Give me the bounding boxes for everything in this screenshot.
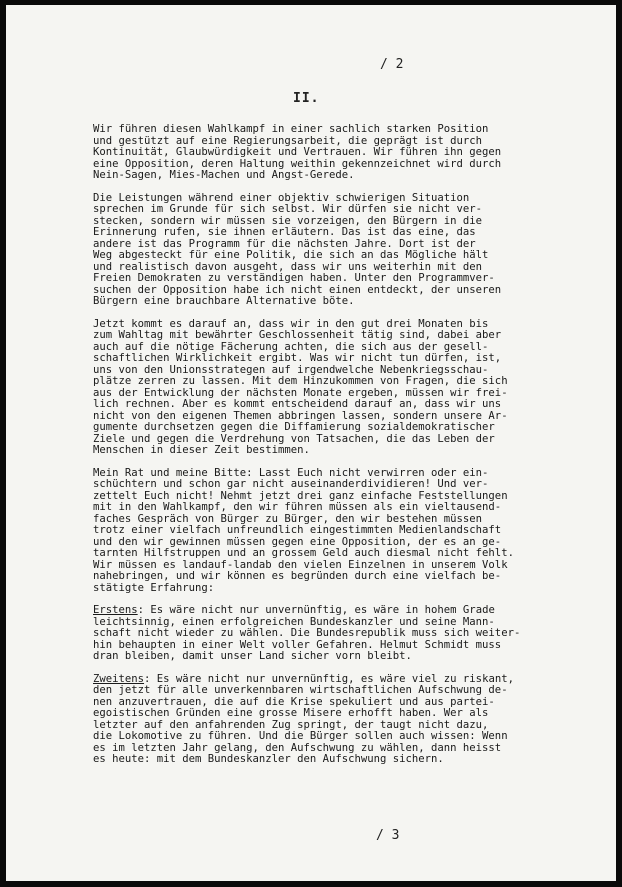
text-line: Mein Rat und meine Bitte: Lasst Euch nicht verwirren oder ein- <box>93 466 489 479</box>
paragraph-3 <box>93 319 533 457</box>
zweitens-first-line: : Es wäre nicht nur unvernünftig, es wäre viel zu riskant, <box>144 672 514 685</box>
text-line: schaftlichen Wirklichkeit ergibt. Was wir nicht tun dürfen, ist, <box>93 352 502 364</box>
text-line: Wir führen diesen Wahlkampf in einer sachlich starken Position <box>93 123 489 135</box>
text-line: es heute: mit dem Bundeskanzler den Aufschwung sichern. <box>93 753 444 765</box>
text-line: Freien Demokraten zu verständigen haben. Unter den Programmver- <box>93 272 495 284</box>
text-line: und den wir gewinnen müssen gegen eine Opposition, der es an ge- <box>93 535 502 548</box>
text-line: Wir müssen es landauf-landab den vielen Einzelnen in unserem Volk <box>93 558 508 571</box>
text-line: den jetzt für alle unverkennbaren wirtschaftlichen Aufschwung de- <box>93 684 508 696</box>
text-line: aus der Entwicklung der nächsten Monate ergeben, müssen wir frei- <box>93 386 508 399</box>
zweitens-lead: Zweitens <box>93 672 145 685</box>
erstens-first-line: : Es wäre nicht nur unvernünftig, es wäre in hohem Grade <box>137 604 495 616</box>
text-line: sprechen im Grunde für sich selbst. Wir dürfen sie nicht ver- <box>93 203 483 215</box>
text-line: leichtsinnig, einen erfolgreichen Bundeskanzler und seine Mann- <box>93 615 495 628</box>
text-line: und gestützt auf eine Regierungsarbeit, die geprägt ist durch <box>93 134 483 147</box>
text-line: Kontinuität, Glaubwürdigkeit und Vertrauen. Wir führen ihn gegen <box>93 146 502 158</box>
text-line: eine Opposition, deren Haltung weithin gekennzeichnet wird durch <box>93 157 502 170</box>
text-line: Nein-Sagen, Mies-Machen und Angst-Gerede. <box>93 169 355 181</box>
text-line: Jetzt kommt es darauf an, dass wir in den gut drei Monaten bis <box>93 317 489 330</box>
text-line: nen anzuvertrauen, die auf die Krise spekuliert und aus partei- <box>93 695 495 708</box>
text-line: Weg abgesteckt für eine Politik, die sich an das Mögliche hält <box>93 249 489 261</box>
document-body <box>93 124 533 777</box>
text-line: dran bleiben, damit unser Land sicher vorn bleibt. <box>93 650 412 662</box>
text-line: tarnten Hilfstruppen und an grossem Geld auch diesmal nicht fehlt. <box>93 547 514 559</box>
text-line: uns von den Unionsstrategen auf irgendwelche Nebenkriegsschau- <box>93 363 489 376</box>
text-line: Menschen in dieser Zeit bestimmen. <box>93 444 310 456</box>
text-line: plätze zerren zu lassen. Mit dem Hinzukommen von Fragen, die sich <box>93 375 508 387</box>
text-line: Ziele und gegen die Verdrehung von Tatsachen, die das Leben der <box>93 432 495 445</box>
text-line: Erinnerung rufen, sie ihnen erläutern. Das ist das eine, das <box>93 226 476 238</box>
text-line: und realistisch davon ausgeht, dass wir uns weiterhin mit den <box>93 260 483 273</box>
text-line: zum Wahltag mit bewährter Geschlossenheit tätig sind, dabei aber <box>93 329 502 341</box>
text-line: nahebringen, und wir können es begründen durch eine vielfach be- <box>93 570 502 582</box>
paragraph-erstens <box>93 605 533 663</box>
text-line: Bürgern eine brauchbare Alternative böte. <box>93 295 355 307</box>
text-line: mit in den Wahlkampf, den wir führen müssen als ein vieltausend- <box>93 501 502 513</box>
text-line: hin behaupten in einer Welt voller Gefahren. Helmut Schmidt muss <box>93 638 502 651</box>
erstens-lead: Erstens <box>93 604 138 616</box>
text-line: die Lokomotive zu führen. Und die Bürger sollen auch wissen: Wenn <box>93 730 508 742</box>
paragraph-1 <box>93 124 533 182</box>
section-heading: II. <box>293 91 320 106</box>
text-line: Die Leistungen während einer objektiv schwierigen Situation <box>93 191 470 204</box>
text-line: stätigte Erfahrung: <box>93 581 215 594</box>
paragraph-zweitens <box>93 674 533 766</box>
text-line: letzter auf den anfahrenden Zug springt, der taugt nicht dazu, <box>93 718 489 731</box>
text-line: schüchtern und schon gar nicht auseinanderdividieren! Und ver- <box>93 478 489 490</box>
text-line: es im letzten Jahr gelang, den Aufschwung zu wählen, dann heisst <box>93 741 502 754</box>
document-page <box>6 5 616 881</box>
text-line: suchen der Opposition habe ich nicht einen entdeckt, der unseren <box>93 283 502 296</box>
text-line <box>93 605 533 617</box>
text-line: auch auf die nötige Fächerung achten, die sich aus der gesell- <box>93 340 489 353</box>
page-number-bottom: / 3 <box>376 828 400 843</box>
text-line: egoistischen Gründen eine grosse Misere erhofft haben. Wer als <box>93 707 489 719</box>
text-line: schaft nicht wieder zu wählen. Die Bundesrepublik muss sich weiter- <box>93 627 521 639</box>
paragraph-2 <box>93 193 533 308</box>
text-line: trotz einer vielfach unfreundlich eingestimmten Medienlandschaft <box>93 524 502 536</box>
text-line: zettelt Euch nicht! Nehmt jetzt drei ganz einfache Feststellungen <box>93 489 508 502</box>
text-line: gumente durchsetzen gegen die Diffamierung sozialdemokratischer <box>93 421 495 433</box>
text-line: stecken, sondern wir müssen sie vorzeigen, den Bürgern in die <box>93 214 483 227</box>
paragraph-4 <box>93 468 533 595</box>
text-line: lich rechnen. Aber es kommt entscheidend darauf an, dass wir uns <box>93 398 502 410</box>
text-line: faches Gespräch von Bürger zu Bürger, den wir bestehen müssen <box>93 512 483 525</box>
page-number-top: / 2 <box>380 57 404 72</box>
text-line: nicht von den eigenen Themen abbringen lassen, sondern unsere Ar- <box>93 409 508 422</box>
text-line: andere ist das Programm für die nächsten Jahre. Dort ist der <box>93 237 476 250</box>
